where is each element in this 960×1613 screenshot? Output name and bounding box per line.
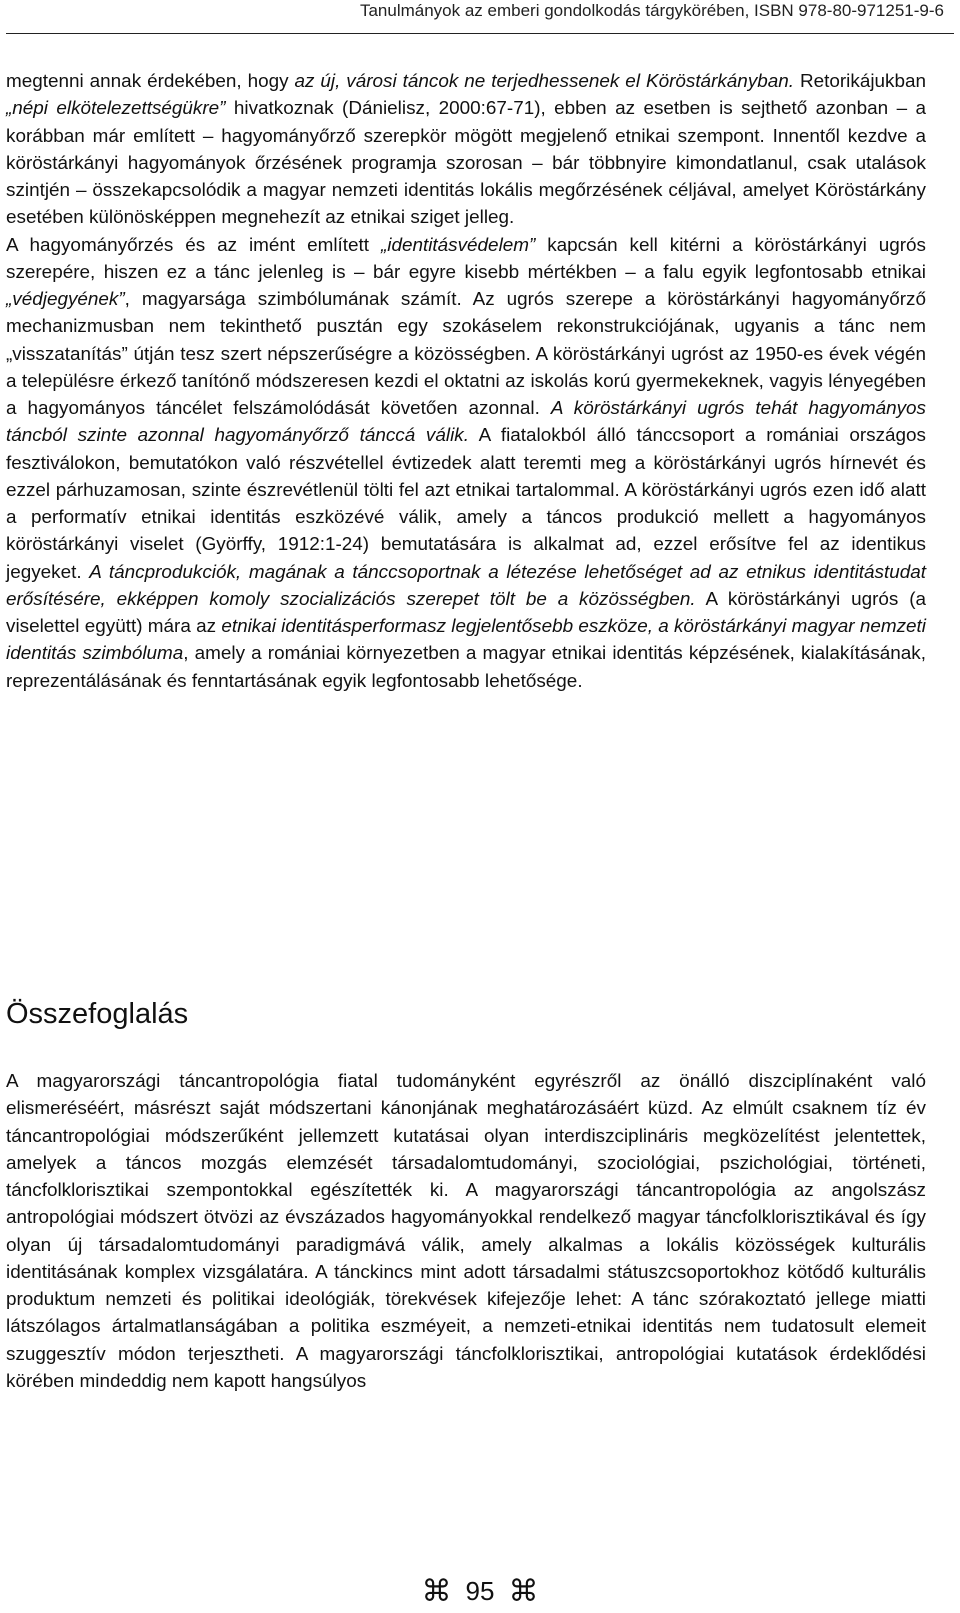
- paragraph-1: [6, 68, 926, 232]
- text-span: megtenni annak érdekében, hogy: [6, 71, 295, 92]
- italic-span: „identitásvédelem”: [380, 234, 536, 256]
- italic-span: „védjegyének”: [6, 289, 125, 310]
- italic-span: az új, városi táncok ne terjedhessenek el Köröstárkányban.: [294, 71, 795, 92]
- text-span: , magyarsága szimbólumának számít. Az ugrós szerepe a köröstárkányi hagyományőrző mechanizmusban nem tekinthető pusztán egy szokáselem rekonstrukciójának, ugyanis a tánc nem „visszatanítás” útján tesz szert népszerűségre a közösségben. A köröstárkányi ugróst az 1950-es évek végén a településre érkező tanítónő módszeresen kezdi el oktatni az iskolás korú gyermekeknek, vagyis lényegében a hagyományos táncélet felszámolódását követően azonnal.: [6, 289, 926, 419]
- text-span: kapcsán kell kitérni a köröstárkányi ugrós szerepére, hiszen ez a tánc jelenleg is – bár egyre kisebb mértékben – a falu egyik legfontosabb etnikai: [6, 234, 926, 283]
- page-footer: [0, 1574, 960, 1609]
- page-number: 95: [465, 1576, 495, 1606]
- text-span: A köröstárkányi ugrós (a viselettel együtt) mára az: [6, 588, 926, 637]
- italic-span: etnikai identitásperformasz legjelentősebb eszköze, a köröstárkányi magyar nemzeti identitás szimbóluma: [6, 616, 926, 665]
- summary-text: [6, 1068, 926, 1395]
- ornament-icon: ⌘: [421, 1575, 452, 1608]
- italic-span: A táncprodukciók, magának a tánccsoportnak a létezése lehetőséget ad az etnikus identitástudat erősítésére, ekképpen komoly szocializációs szerepet tölt be a közösségben.: [6, 561, 927, 610]
- summary-paragraph: A magyarországi táncantropológia fiatal tudományként egyrészről az önálló diszciplínaként való elismeréséért, másrészt saját módszertani kánonjának meghatározásáért küzd. Az elmúlt csaknem tíz év táncantropológiai módszerűként jellemzett kutatásai olyan interdiszciplináris megközelítést jelentettek, amelyek a táncos mozgás elemzését társadalomtudományi, szociológiai, pszichológiai, történeti, táncfolklorisztikai szempontokkal egészítették ki. A magyarországi táncantropológia az angolszász antropológiai módszert ötvözi az évszázados hagyományokkal rendelkező magyar táncfolklorisztikával és így olyan új társadalomtudományi paradigmává válik, amely alkalmas a lokális közösségek kulturális identitásának komplex vizsgálatára. A tánckincs mint adott társadalmi státuszcsoportokhoz kötődő kulturális produktum nemzeti és politikai ideológiák, törekvések kifejezője lehet: A tánc szórakoztató jellege miatti látszólagos ártalmatlanságában a politika eszméyeit, a nemzeti-etnikai identitás nem tudatosult elemeit szuggesztív módon terjesztheti. A magyarországi táncfolklorisztikai, antropológiai kutatások érdeklődési körében mindeddig nem kapott hangsúlyos: [6, 1071, 926, 1392]
- text-span: hivatkoznak (Dánielisz, 2000:67-71), ebben az esetben is sejthető azonban – a korábban már említett – hagyományőrző szerepkör mögött megjelenő etnikai szempont. Innentől kezdve a köröstárkányi hagyományok őrzésének programja szorosan – bár többnyire kimondatlanul, csak utalások szintjén – összekapcsolódik a magyar nemzeti identitás lokális megőrzésének céljával, amelyet Köröstárkány esetében különösképpen megnehezít az etnikai sziget jelleg.: [6, 98, 926, 229]
- text-span: Retorikájukban: [794, 71, 926, 92]
- paragraph-2: [6, 232, 926, 695]
- text-span: A hagyományőrzés és az imént említett: [6, 234, 381, 256]
- text-span: A fiatalokból álló tánccsoport a romániai országos fesztiválokon, bemutatókon való részvétellel évtizedek alatt teremti meg a köröstárkányi ugrós hírnevét és ezzel párhuzamosan, szinte észrevétlenül tölti fel azt etnikai tartalommal. A köröstárkányi ugrós ezen idő alatt a performatív etnikai identitás eszközévé válik, amely a táncos produkció mellett a hagyományos köröstárkányi viselet (Györffy, 1912:1-24) bemutatására is alkalmat ad, ezzel erősítve fel az identikus jegyeket.: [6, 425, 926, 583]
- text-span: , amely a romániai környezetben a magyar etnikai identitás képzésének, kialakításának, reprezentálásának és fenntartásának egyik legfontosabb lehetősége.: [6, 643, 926, 692]
- italic-span: A köröstárkányi ugrós tehát hagyományos táncból szinte azonnal hagyományőrző tánccá válik.: [6, 398, 926, 447]
- italic-span: „népi elkötelezettségükre”: [6, 98, 226, 120]
- header-rule: [6, 33, 954, 34]
- body-text: [6, 68, 926, 695]
- section-heading: Összefoglalás: [6, 998, 189, 1030]
- running-head: Tanulmányok az emberi gondolkodás tárgykörében, ISBN 978-80-971251-9-6: [359, 1, 944, 20]
- ornament-icon: ⌘: [508, 1575, 539, 1608]
